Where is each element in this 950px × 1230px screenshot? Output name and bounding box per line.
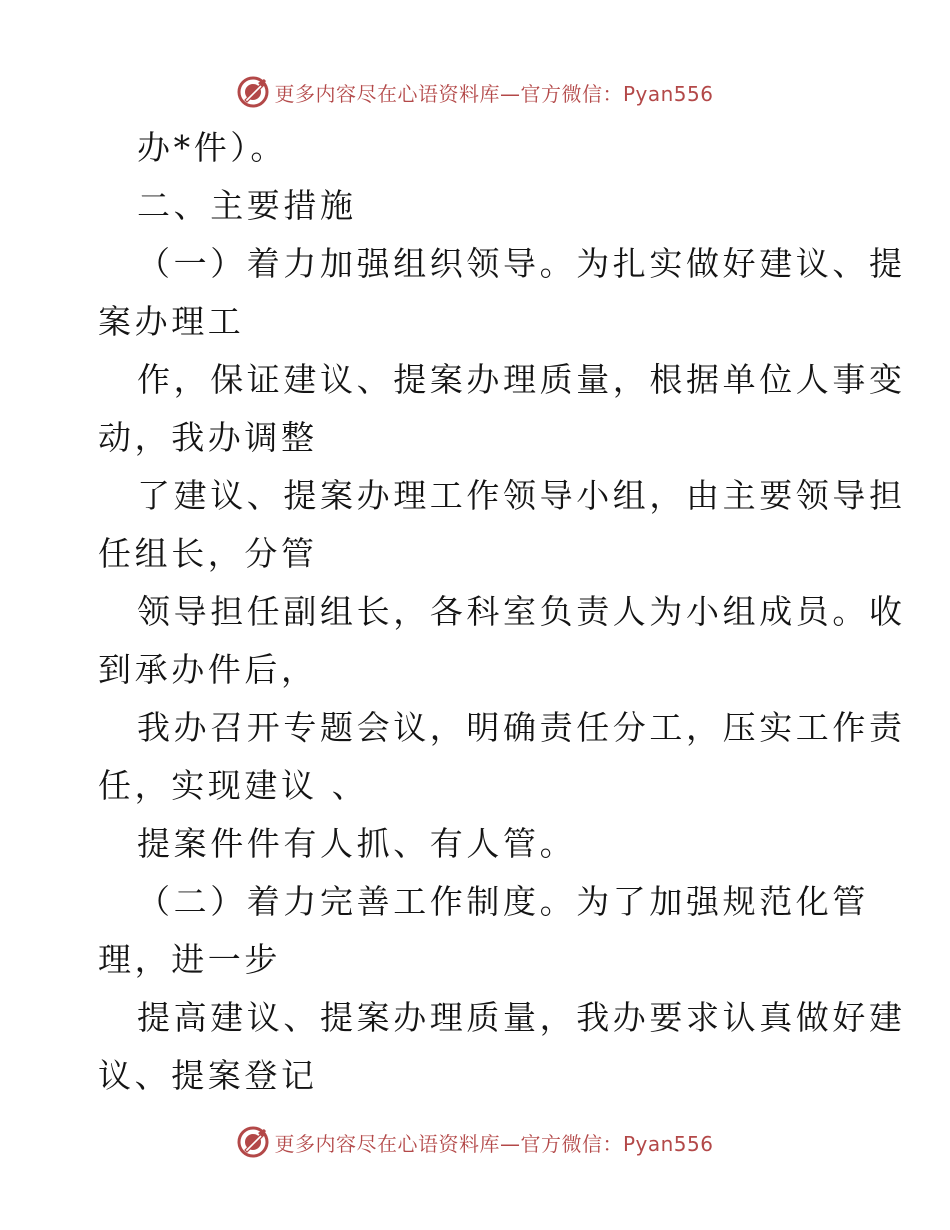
section-heading: 二、主要措施 — [137, 186, 357, 225]
paragraph-line: 我办召开专题会议，明确责任分工，压实工作责 — [137, 708, 906, 747]
paragraph-line: 作，保证建议、提案办理质量，根据单位人事变 — [137, 360, 906, 399]
paragraph-line: 领导担任副组长，各科室负责人为小组成员。收 — [137, 592, 906, 631]
paragraph-line: 案办理工 — [98, 302, 245, 341]
paragraph-line: 到承办件后， — [98, 650, 318, 689]
paragraph-line: （二）着力完善工作制度。为了加强规范化管 — [137, 882, 869, 921]
header-banner — [0, 72, 950, 112]
paragraph-line: 提案件件有人抓、有人管。 — [137, 824, 577, 863]
paragraph-line: 动，我办调整 — [98, 418, 318, 457]
paragraph-line: 议、提案登记 — [98, 1056, 318, 1095]
paragraph-line: 办*件）。 — [137, 128, 287, 167]
footer-banner — [0, 1122, 950, 1162]
paragraph-line: 了建议、提案办理工作领导小组，由主要领导担 — [137, 476, 906, 515]
feather-pen-logo-icon — [236, 75, 270, 109]
paragraph-line: （一）着力加强组织领导。为扎实做好建议、提 — [137, 244, 906, 283]
feather-pen-logo-icon — [236, 1125, 270, 1159]
paragraph-line: 理，进一步 — [98, 940, 281, 979]
footer-banner-text: 更多内容尽在心语资料库—官方微信：Pyan556 — [274, 1131, 714, 1156]
paragraph-line: 提高建议、提案办理质量，我办要求认真做好建 — [137, 998, 906, 1037]
header-banner-text: 更多内容尽在心语资料库—官方微信：Pyan556 — [274, 81, 714, 106]
paragraph-line: 任组长，分管 — [98, 534, 318, 573]
paragraph-line: 任，实现建议 、 — [98, 766, 369, 805]
